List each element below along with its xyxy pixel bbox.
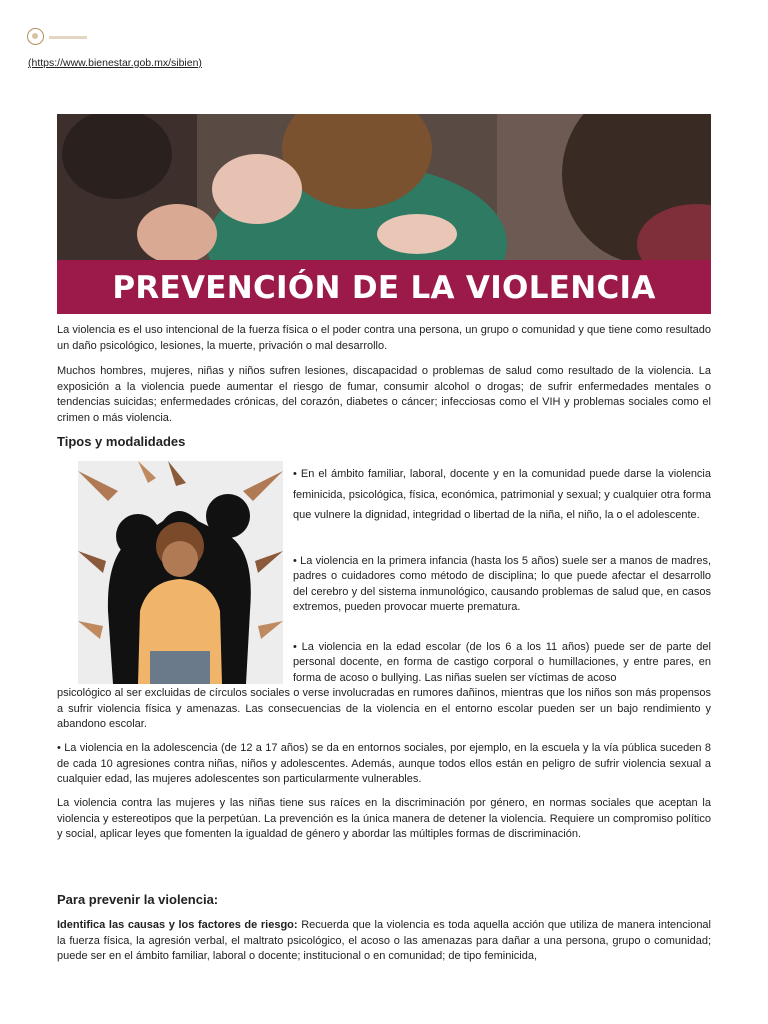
seal-icon [27, 28, 44, 45]
intro-paragraph-1: La violencia es el uso intencional de la fuerza física o el poder contra una persona, un grupo o comunidad y que tiene como resultado un daño psicológico, lesiones, la muerte, privación o mal desarrollo. [57, 324, 711, 352]
violence-illustration [78, 461, 283, 684]
source-link[interactable]: (https://www.bienestar.gob.mx/sibien) [28, 57, 202, 69]
bullet-familiar: • En el ámbito familiar, laboral, docente y en la comunidad puede darse la violencia feminicida, psicológica, física, económica, patrimonial y sexual; y cualquier otra forma que vulnere la dignidad, integridad o libertad de la niña, el niño, la o el adolescente. [293, 468, 711, 521]
illustration-graphic [78, 461, 283, 684]
section-heading-tipos: Tipos y modalidades [57, 434, 186, 449]
causas-text: Recuerda que la violencia es toda aquella acción que utiliza de manera intencional la fuerza física, la agresión verbal, el maltrato psicológico, el acoso o las amenazas para dañar a una persona, grupo o comunidad; puede ser en el ámbito familiar, laboral o docente; institucional o en comunidad; de tipo feminicida, [57, 919, 711, 962]
hero-photo [57, 114, 711, 260]
intro-paragraph-2: Muchos hombres, mujeres, niñas y niños sufren lesiones, discapacidad o problemas de salud como resultado de la violencia. La exposición a la violencia puede aumentar el riesgo de fumar, consumir alcohol o drogas; de sufrir enfermedades mentales o tendencias suicidas; enfermedades crónicas, del corazón, diabetes o cáncer; infecciosas como el VIH y problemas sociales como el crimen o más violencia. [57, 365, 711, 424]
bullet-edad-escolar-continued: psicológico al ser excluidas de círculos sociales o verse involucradas en rumores dañinos, mientras que los niños son más propensos a sufrir violencia física y amenazas. Las consecuencias de la violencia en el entorno escolar pueden ser un bajo rendimiento y abandono escolar. [57, 687, 711, 730]
paragraph-mujeres: La violencia contra las mujeres y las niñas tiene sus raíces en la discriminación por género, en normas sociales que aceptan la violencia y estereotipos que la perpetúan. La prevención es la única manera de detener la violencia. Requiere un compromiso político y social, aplicar leyes que fomenten la igualdad de género y abordar las múltiples formas de discriminación. [57, 797, 711, 840]
causas-lead: Identifica las causas y los factores de riesgo: [57, 919, 298, 931]
logo-wordmark [49, 36, 87, 39]
paragraph-causas [57, 918, 711, 965]
source-url-line [28, 57, 202, 69]
government-logo [27, 28, 87, 48]
section-heading-prevenir: Para prevenir la violencia: [57, 892, 219, 907]
bullet-primera-infancia: • La violencia en la primera infancia (hasta los 5 años) suele ser a manos de madres, padres o cuidadores como método de disciplina; lo que puede afectar el desarrollo del cerebro y del sistema inmunológico, causando problemas de salud que, en casos extremos, pueden provocar muerte prematura. [293, 555, 711, 613]
bullet-adolescencia: • La violencia en la adolescencia (de 12 a 17 años) se da en entornos sociales, por ejemplo, en la escuela y la vía pública suceden 8 de cada 10 agresiones contra niñas, niños y adolescentes. Además, aunque todos ellos están en peligro de sufrir violencia sexual a cualquier edad, las mujeres adolescentes son particularmente vulnerables. [57, 742, 711, 785]
hero-banner [57, 114, 711, 314]
title-banner [57, 260, 711, 314]
page-title: PREVENCIÓN DE LA VIOLENCIA [112, 270, 656, 306]
bullet-edad-escolar: • La violencia en la edad escolar (de los 6 a los 11 años) puede ser de parte del personal docente, en forma de castigo corporal o humillaciones, y entre pares, en forma de acoso o bullying. Las niñas suelen ser víctimas de acoso [293, 641, 711, 684]
